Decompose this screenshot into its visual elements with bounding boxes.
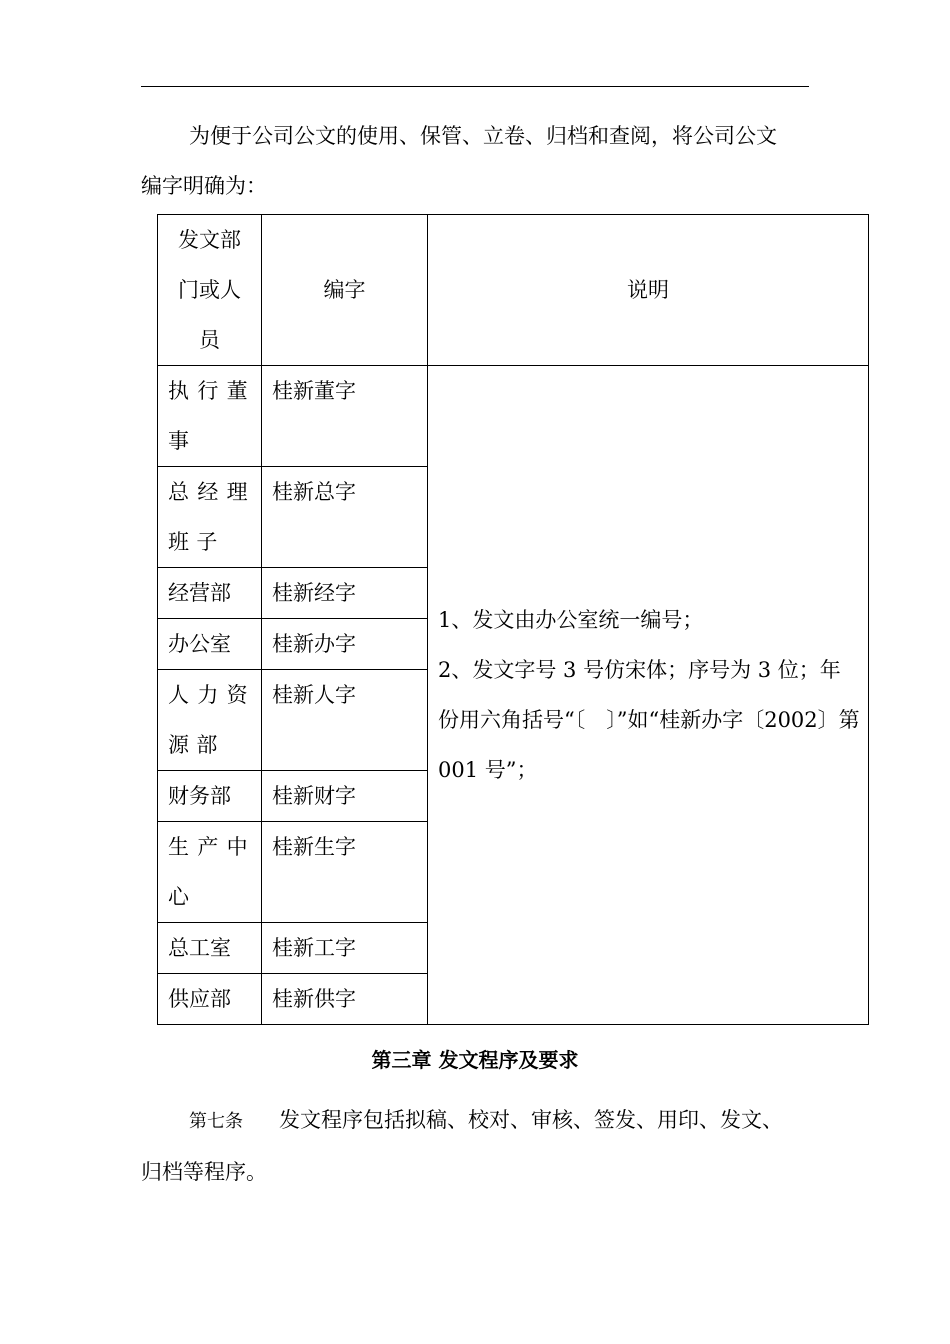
row-code: 桂新经字: [262, 568, 428, 619]
table-row: [158, 366, 869, 467]
row-dept: 财务部: [158, 771, 262, 822]
row-code: 桂新董字: [262, 366, 428, 467]
intro-line-1: 为便于公司公文的使用、保管、立卷、归档和查阅，将公司公文: [189, 124, 777, 148]
row-dept: 执行董事: [158, 366, 262, 467]
row-dept: 生产中心: [158, 822, 262, 923]
table-header-row: [158, 215, 869, 366]
article-line-1: [141, 1095, 809, 1147]
article-label: 第七条: [189, 1111, 243, 1132]
row-code: 桂新生字: [262, 822, 428, 923]
header-notes: 说明: [428, 215, 869, 366]
row-dept: 总经理班子: [158, 467, 262, 568]
article-text: 发文程序包括拟稿、校对、审核、签发、用印、发文、: [279, 1108, 783, 1132]
row-dept: 总工室: [158, 923, 262, 974]
article-paragraph: [141, 1095, 809, 1197]
row-dept: 人力资源部: [158, 670, 262, 771]
chapter-title: 第三章 发文程序及要求: [371, 1048, 579, 1072]
row-dept: 办公室: [158, 619, 262, 670]
header-code: 编字: [262, 215, 428, 366]
row-dept: 供应部: [158, 974, 262, 1025]
row-dept: 经营部: [158, 568, 262, 619]
notes-cell: [428, 366, 869, 1025]
header-dept: 发文部门或人员: [158, 215, 262, 366]
notes-line-2: 2、发文字号 3 号仿宋体；序号为 3 位；年份用六角括号“〔 〕”如“桂新办字〔2002〕第 001 号”；: [438, 658, 860, 782]
intro-line-2: 编字明确为：: [141, 174, 267, 198]
row-code: 桂新财字: [262, 771, 428, 822]
document-code-table: [157, 214, 869, 1025]
row-code: 桂新工字: [262, 923, 428, 974]
row-code: 桂新办字: [262, 619, 428, 670]
article-line-2: 归档等程序。: [141, 1160, 267, 1184]
row-code: 桂新供字: [262, 974, 428, 1025]
row-code: 桂新总字: [262, 467, 428, 568]
header-rule: [141, 86, 809, 87]
notes-line-1: 1、发文由办公室统一编号；: [438, 608, 704, 632]
intro-paragraph: [141, 111, 809, 211]
row-code: 桂新人字: [262, 670, 428, 771]
